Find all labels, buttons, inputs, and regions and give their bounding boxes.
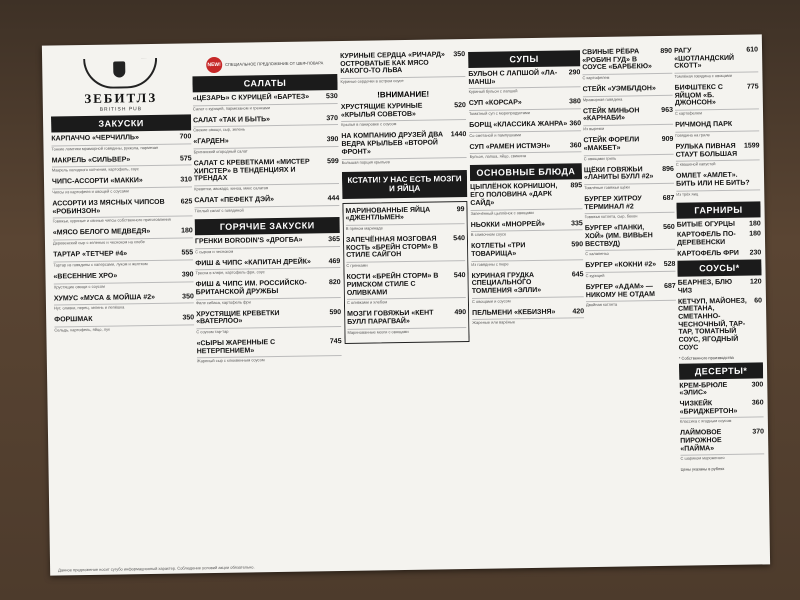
menu-item-description: Филе сибаса, картофель фри: [196, 296, 341, 308]
menu-item-price: 350: [453, 51, 466, 59]
menu-item-description: Жареный сыр с клюквенным соусом: [197, 354, 342, 366]
menu-item-price: 590: [329, 308, 342, 316]
menu-item-name: БУРГЕР «АДАМ» — НИКОМУ НЕ ОТДАМ: [585, 283, 655, 299]
menu-item: [677, 249, 761, 258]
promo-label: СПЕЦИАЛЬНОЕ ПРЕДЛОЖЕНИЕ ОТ ШЕФ-ПОВАРА: [225, 60, 324, 67]
menu-item-name: ХУМУС «МУСА & МОЙША #2»: [53, 293, 156, 303]
menu-item-description: Тонкие ломтики мраморной говядины, руккола, пармезан: [51, 142, 191, 154]
menu-item: [53, 228, 193, 249]
menu-item-price: 1599: [743, 142, 760, 150]
menu-item-description: Сельдь, картофель, яйцо, лук: [54, 323, 194, 335]
menu-item-price: 360: [569, 120, 582, 128]
section-header: ГОРЯЧИЕ ЗАКУСКИ: [195, 217, 340, 235]
menu-item-name: РИЧМОНД ПАРК: [675, 120, 733, 129]
section-header: ОСНОВНЫЕ БЛЮДА: [470, 164, 582, 182]
menu-item-name: ПЕЛЬМЕНИ «КЕБИЗНЯ»: [472, 308, 556, 317]
menu-item-name: БИТЫЕ ОГУРЦЫ: [676, 220, 736, 229]
menu-item-price: 575: [179, 155, 192, 163]
menu-item-description: Двойная котлета: [586, 299, 676, 310]
menu-item-price: 700: [179, 133, 192, 141]
menu-item-price: 370: [326, 114, 339, 122]
menu-item-name: БУРГЕР «КОКНИ #2»: [585, 261, 657, 270]
menu-item-description: Тартар из говядины с каперсами, луком и желтком: [53, 258, 193, 270]
menu-item-name: КЕТЧУП, МАЙОНЕЗ, СМЕТАНА, СМЕТАННО-ЧЕСНОЧНЫЙ, ТАР-ТАР, ТОМАТНЫЙ СОУС, ЯГОДНЫЙ СОУС: [677, 297, 747, 352]
menu-item-description: С гренками: [346, 259, 465, 271]
menu-item-price: 335: [570, 219, 583, 227]
menu-item: [471, 220, 583, 240]
menu-item: [677, 231, 761, 248]
menu-item-description: Жареные или варёные: [472, 317, 584, 329]
menu-item-description: Из говядины с пюре: [471, 258, 583, 270]
menu-item-name: ХРУСТЯЩИЕ КУРИНЫЕ «КРЫЛЬЯ СОВЕТОВ»: [340, 102, 423, 119]
menu-item-price: 230: [749, 249, 762, 257]
menu-item-price: 310: [180, 176, 193, 184]
menu-item-price: 520: [454, 102, 466, 110]
menu-item: [469, 99, 581, 119]
menu-item-name: МОЗГИ ГОВЯЖЬИ «КЕНТ БУЛЛ ПАРАГВАЙ»: [347, 309, 434, 326]
menu-item: [471, 271, 584, 307]
menu-item-name: КАРТОФЕЛЬ ПО-ДЕРЕВЕНСКИ: [676, 231, 736, 247]
menu-item: [52, 155, 192, 176]
brand-logo: [50, 57, 191, 113]
price-note: Цены указаны в рублях: [680, 466, 725, 473]
menu-item-name: «ГАРДЕН»: [193, 138, 229, 146]
menu-item: [193, 115, 338, 136]
menu-item: [471, 241, 583, 269]
menu-item: [195, 236, 340, 257]
menu-item-price: 180: [749, 219, 761, 228]
menu-item-description: Мраморная говядина: [583, 94, 673, 105]
menu-item-price: 590: [571, 241, 584, 249]
menu-item-description: С соусом тар-тар: [196, 325, 341, 337]
section-header: САЛАТЫ: [192, 74, 337, 92]
menu-item-price: 745: [329, 337, 342, 346]
menu-item: [469, 120, 581, 140]
menu-item-name: СТЕЙК ФОРЕЛИ «МАКБЕТ»: [583, 136, 640, 153]
menu-item-name: КУРИНЫЕ СЕРДЦА «РИЧАРД» ОСТРОВАТЫЕ КАК МЯСО КАКОГО-ТО ЛЬВА: [340, 51, 445, 76]
crest-icon: [83, 58, 157, 89]
menu-item-price: 528: [663, 261, 676, 269]
menu-item-name: ХРУСТЯЩИЕ КРЕВЕТКИ «ВАТЕРЛОО»: [196, 309, 280, 326]
menu-item-description: С оливками и хлебом: [347, 296, 466, 308]
menu-item-description: Говяжья котлета, сыр, бекон: [585, 211, 675, 222]
menu-item-description: Деревенский сыр с зеленью и чесноком на хлебе: [53, 236, 193, 248]
menu-item-description: Томатный суп с морепродуктами: [469, 107, 581, 119]
menu-item: [583, 136, 673, 164]
menu-item-price: 469: [328, 257, 341, 265]
menu-item: [195, 258, 340, 279]
menu-item-price: 390: [181, 271, 194, 279]
menu-item: [674, 46, 759, 81]
menu-item: [675, 83, 760, 118]
menu-item-description: Томлёная говядина с овощами: [674, 70, 758, 81]
menu-item-price: 360: [569, 141, 582, 150]
menu-item-name: БЕАРНЕЗ, БЛЮ ЧИЗ: [677, 279, 733, 295]
menu-item: [51, 133, 191, 154]
menu-item: [675, 121, 759, 141]
menu-item: [52, 198, 192, 227]
menu-item-price: 380: [569, 98, 581, 106]
menu-item-price: 645: [571, 270, 584, 278]
menu-item: [678, 279, 762, 296]
menu-item-description: Хрустящие овощи с соусом: [54, 280, 194, 292]
menu-item-description: С картофелем: [582, 72, 672, 83]
menu-item-description: Чипсы из картофеля и овощей с соусами: [52, 185, 192, 197]
menu-item: [196, 279, 341, 308]
section-header: ДЕСЕРТЫ*: [679, 362, 763, 379]
menu-item-name: КАРТОФЕЛЬ ФРИ: [677, 249, 739, 258]
menu-item-description: Запечённый цыплёнок с овощами: [470, 207, 582, 219]
menu-item-description: С курицей: [585, 270, 675, 281]
menu-item-name: КРЕМ-БРЮЛЕ «ЭЛИС»: [679, 381, 728, 397]
menu-item-name: ЗАПЕЧЁННАЯ МОЗГОВАЯ КОСТЬ «БРЕЙН СТОРМ» В СТИЛЕ САЙГОН: [345, 235, 439, 260]
menu-column-1: [50, 53, 198, 561]
menu-item-price: 350: [182, 314, 195, 322]
menu-item-price: 555: [181, 249, 194, 257]
section-header: СОУСЫ*: [677, 260, 761, 277]
menu-item: [345, 206, 464, 234]
menu-item: [680, 429, 765, 464]
menu-item-price: 420: [572, 307, 585, 316]
menu-item-name: «МЯСО БЕЛОГО МЕДВЕДЯ»: [52, 228, 151, 237]
menu-item-description: Большая порция крыльев: [342, 156, 467, 168]
menu-item-description: Тёплый салат с говядиной: [194, 204, 339, 216]
menu-item-name: ФИШ & ЧИПС ИМ. РОССИЙСКО-БРИТАНСКОЙ ДРУЖБЫ: [195, 279, 307, 297]
menu-item-price: 890: [660, 47, 673, 55]
menu-item-description: Со сметаной и пампушками: [469, 129, 581, 141]
menu-item-description: С халапеньо: [585, 248, 675, 259]
menu-item-description: Свежие овощи, сыр, зелень: [193, 123, 338, 135]
menu-item-description: Классика с ягодным соусом: [680, 416, 764, 427]
menu-item-price: 896: [662, 165, 674, 173]
menu-item-price: 820: [328, 279, 341, 287]
menu-item-name: МАРИНОВАННЫЕ ЯЙЦА «ДЖЕНТЛЬМЕН»: [345, 206, 431, 223]
menu-item-description: Салат с курицей, пармезаном и гренками: [193, 102, 338, 114]
section-header: ГАРНИРЫ: [676, 201, 760, 218]
menu-item-description: Говяжьи, куриные и свиные чипсы собственного приготовления: [53, 215, 193, 227]
new-badge: NEW!: [206, 57, 222, 73]
menu-item-description: С квашеной капустой: [676, 159, 760, 170]
menu-item: [194, 158, 340, 194]
sauce-note: * Собственного производства: [678, 354, 734, 361]
menu-item-price: 360: [751, 399, 764, 407]
menu-item-description: Креветки, авокадо, киноа, микс салатов: [194, 182, 339, 194]
menu-item-price: 687: [662, 194, 675, 202]
menu-item-name: САЛАТ «ТАК И БЫТЬ»: [193, 115, 271, 125]
menu-item-name: БИФШТЕКС С ЯЙЦОМ «Б. ДЖОНСОН»: [674, 84, 723, 108]
menu-item-name: СТЕЙК МИНЬОН «КАРНАБИ»: [582, 107, 640, 123]
menu-item-description: Из трёх яиц: [676, 188, 760, 199]
menu-item-price: 909: [661, 135, 674, 144]
menu-item-description: Говядина на гриле: [675, 129, 759, 140]
section-header: СУПЫ: [468, 50, 580, 68]
brand-subtitle: BRITISH PUB: [99, 106, 143, 113]
menu-item: [347, 309, 466, 337]
menu-item-price: 120: [749, 278, 762, 286]
menu-item-price: 490: [454, 309, 467, 317]
menu-column-5: [582, 46, 680, 553]
menu-item-description: С шариком мороженого: [680, 453, 764, 464]
menu-item-description: С овощами и соусом: [472, 295, 584, 307]
menu-item-name: АССОРТИ ИЗ МЯСНЫХ ЧИПСОВ «РОБИНЗОН»: [52, 198, 165, 216]
menu-item: [54, 315, 194, 336]
menu-item-description: Треска в кляре, картофель фри, соус: [195, 266, 340, 278]
menu-item-name: БУРГЕР ХИТРОУ ТЕРМИНАЛ #2: [584, 195, 642, 211]
menu-item-price: 290: [568, 69, 581, 77]
menu-item-name: ФИШ & ЧИПС «КАПИТАН ДРЕЙК»: [195, 257, 311, 267]
menu-sheet: [42, 34, 770, 575]
menu-item-name: ЧИПС-АССОРТИ «МАККИ»: [51, 177, 143, 186]
menu-item-price: 895: [570, 182, 583, 190]
menu-item: [341, 102, 466, 130]
menu-item-price: 300: [751, 380, 764, 389]
menu-item-description: С овощами гриль: [584, 152, 674, 163]
menu-item-description: С картофелем: [675, 108, 759, 119]
menu-item-price: 365: [328, 235, 341, 244]
menu-item: [196, 309, 341, 338]
brand-name: ЗЕБИТЛЗ: [84, 89, 158, 107]
menu-item-price: 530: [325, 93, 338, 101]
menu-item-price: 540: [453, 272, 466, 280]
boxed-items: [342, 201, 469, 344]
menu-item-price: 370: [752, 428, 765, 436]
menu-item-description: В пряном маринаде: [346, 222, 465, 234]
menu-item-name: КОСТИ «БРЕЙН СТОРМ» В РИМСКОМ СТИЛЕ С ОЛИВКАМИ: [346, 272, 439, 297]
menu-item-description: Нут, оливки, перец, зелень и лепёшка: [54, 302, 194, 314]
menu-item: [583, 85, 673, 105]
menu-item: [54, 293, 194, 314]
menu-column-3: [340, 49, 473, 557]
menu-item-name: СТЕЙК «УЭМБЛДОН»: [582, 85, 656, 94]
menu-item: [582, 48, 673, 83]
menu-item-description: Маринованные мозги с овощами: [347, 326, 466, 338]
menu-column-6: [674, 44, 766, 551]
menu-item: [193, 136, 338, 157]
menu-item-description: В сливочном соусе: [471, 228, 583, 240]
menu-item: [197, 338, 342, 367]
menu-item: [194, 195, 339, 216]
menu-item-description: Британский огородный салат: [193, 145, 338, 157]
menu-item-name: РАГУ «ШОТЛАНДСКИЙ СКОТТ»: [673, 47, 735, 71]
menu-item-name: КУРИНАЯ ГРУДКА СПЕЦИАЛЬНОГО ТОМЛЕНИЯ «ЭЛЛИ»: [471, 271, 542, 295]
menu-item-price: 99: [456, 205, 465, 213]
menu-item-name: САЛАТ «ПЕФЕКТ ДЭЙ»: [194, 196, 275, 205]
menu-item-name: КАРПАЧЧО «ЧЕРЧИЛЛЬ»: [51, 134, 140, 143]
menu-item: [347, 272, 467, 308]
menu-item-name: ЧИЗКЕЙК «БРИДЖЕРТОН»: [679, 400, 738, 416]
menu-item: [469, 142, 581, 162]
menu-item: [586, 283, 676, 311]
promo-text: [192, 55, 337, 73]
menu-item: [678, 297, 763, 352]
menu-item: [675, 142, 759, 170]
menu-item-name: СВИНЫЕ РЁБРА «РОБИН ГУД» В СОУСЕ «БАРБЕКЮ»: [582, 48, 653, 72]
menu-item: [677, 220, 761, 229]
menu-item-price: 180: [749, 230, 761, 238]
menu-item-price: 963: [661, 106, 674, 114]
footer-disclaimer: Данное предложение носит сугубо информационный характер. Соблюдение условий акции обязательно.: [58, 564, 255, 573]
menu-item: [52, 177, 192, 198]
menu-item-price: 390: [326, 136, 339, 144]
menu-item-price: 610: [746, 46, 759, 54]
menu-item-price: 350: [182, 292, 194, 301]
menu-item-description: Бульон, лапша, яйцо, свинина: [470, 151, 582, 163]
menu-item-name: ФОРШМАК: [54, 316, 93, 324]
menu-item: [53, 271, 193, 292]
menu-item-price: 560: [663, 224, 675, 232]
menu-item-name: ЦЫПЛЁНОК КОРНИШОН, ЕГО ПОЛОВИНА «ДАРК САЙД»: [470, 183, 558, 207]
menu-item-description: С сыром и чесноком: [195, 245, 340, 257]
menu-item-name: ЛАЙМОВОЕ ПИРОЖНОЕ «ПАЙМА»: [679, 429, 722, 453]
menu-item-price: 599: [326, 158, 339, 166]
menu-item-description: Из вырезки: [583, 123, 673, 134]
menu-item-description: Томлёные говяжьи щёки: [584, 182, 674, 193]
menu-item-name: МАКРЕЛЬ «СИЛЬВЕР»: [51, 156, 131, 165]
menu-item-name: БУЛЬОН С ЛАПШОЙ «ЛА-МАНШ»: [468, 69, 558, 86]
menu-item: [584, 165, 674, 193]
menu-item: [585, 224, 676, 259]
menu-column-2: [192, 51, 345, 559]
menu-item-price: 180: [181, 227, 193, 235]
menu-item: [193, 93, 338, 114]
menu-item-price: 775: [746, 83, 759, 91]
menu-item-description: Крылья в панировке с соусом: [341, 118, 466, 130]
menu-item-description: Куриные сердечки в остром соусе: [340, 75, 465, 87]
menu-item-name: БУРГЕР «ПАНКИ, ХОЙ» (ИМ. ВИВЬЕН ВЕСТВУД): [584, 224, 653, 248]
menu-item-name: КОТЛЕТЫ «ТРИ ТОВАРИЩА»: [471, 242, 526, 258]
menu-item-name: «ЦЕЗАРЬ» С КУРИЦЕЙ «БАРТЕЗ»: [192, 93, 310, 103]
notice-heading: !ВНИМАНИЕ!: [377, 89, 430, 100]
menu-item: [472, 308, 584, 328]
menu-item: [680, 399, 764, 427]
menu-item: [676, 172, 760, 200]
section-header: ЗАКУСКИ: [51, 114, 191, 132]
menu-item: [679, 381, 763, 398]
menu-item-name: «ВЕСЕННИЕ ХРО»: [53, 272, 118, 281]
menu-item-name: ЩЁКИ ГОВЯЖЬИ «ЛАНИТЫ БУЛЛ #2»: [583, 165, 654, 182]
menu-item-name: СУП «РАМЕН ИСТМЭН»: [469, 142, 551, 151]
menu-item-name: НА КОМПАНИЮ ДРУЗЕЙ ДВА ВЕДРА КРЫЛЬЕВ «ВТОРОЙ ФРОНТ»: [341, 131, 444, 156]
menu-item-name: БОРЩ «КЛАССИКА ЖАНРА»: [469, 120, 568, 130]
menu-item-price: 687: [663, 282, 676, 290]
menu-item-price: 540: [453, 235, 466, 243]
menu-item-name: САЛАТ С КРЕВЕТКАМИ «МИСТЕР ХИПСТЕР» В ТЕНДЕНЦИЯХ И ТРЕНДАХ: [193, 158, 310, 183]
menu-item: [583, 107, 673, 135]
menu-item: [346, 235, 466, 271]
menu-item: [468, 69, 580, 97]
callout-box: КСТАТИ! У НАС ЕСТЬ МОЗГИ И ЯЙЦА: [342, 170, 467, 199]
menu-item: [585, 261, 675, 281]
menu-item: [341, 131, 467, 167]
menu-item-price: 1440: [450, 131, 467, 139]
menu-item: [470, 183, 583, 219]
menu-item: [340, 51, 466, 87]
menu-item-name: ТАРТАР «ТЕТЧЕР #4»: [53, 250, 128, 259]
menu-item-name: ГРЕНКИ BORODIN'S «ДРОГБА»: [194, 236, 303, 246]
menu-item-price: 444: [327, 195, 340, 203]
menu-item-name: РУЛЬКА ПИВНАЯ СТАУТ БОЛЬШАЯ: [675, 142, 738, 159]
menu-item: [584, 195, 674, 223]
menu-item-price: 60: [754, 297, 763, 305]
menu-item-name: НЬОККИ «МНОРРЕЙ»: [470, 220, 545, 229]
menu-item-price: 625: [180, 198, 193, 206]
menu-column-4: [468, 47, 588, 555]
menu-item-name: «СЫРЫ ЖАРЕННЫЕ С НЕТЕРПЕНИЕМ»: [196, 338, 276, 355]
menu-item-name: СУП «КОРСАР»: [468, 99, 522, 108]
menu-item-description: Куриный бульон с лапшой: [469, 86, 581, 98]
menu-item-name: ОМЛЕТ «АМЛЕТ». БИТЬ ИЛИ НЕ БИТЬ?: [675, 171, 750, 188]
menu-item: [53, 249, 193, 270]
menu-item-description: Макрель холодного копчения, картофель, соус: [52, 164, 192, 176]
